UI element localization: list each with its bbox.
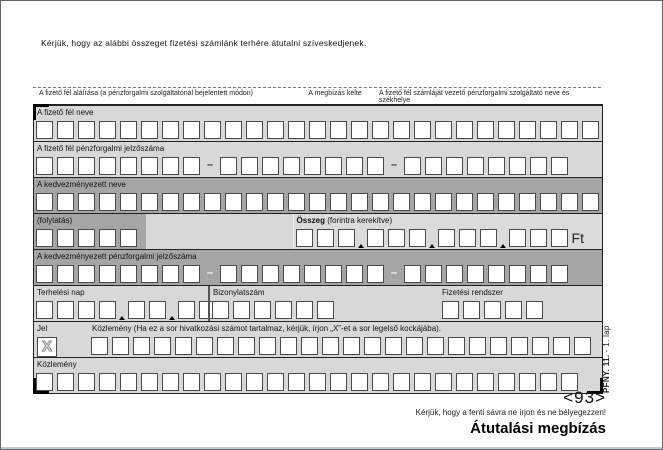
currency-label: Ft <box>571 230 584 246</box>
char-box <box>551 265 568 283</box>
char-box <box>509 229 526 247</box>
crop-mark-bottom-left <box>33 378 49 394</box>
char-box <box>141 265 158 283</box>
char-box <box>36 265 53 283</box>
char-box <box>120 229 137 247</box>
char-box <box>225 121 242 139</box>
window-bottom-edge <box>1 447 662 449</box>
char-box <box>204 193 221 211</box>
beneficiary-name-label: A kedvezményezett neve <box>34 178 602 191</box>
char-box <box>372 193 389 211</box>
voucher-number-panel <box>210 286 440 321</box>
char-box <box>427 337 444 355</box>
char-box <box>519 121 536 139</box>
char-box <box>519 193 536 211</box>
char-box <box>78 301 95 319</box>
payment-system-label: Fizetési rendszer <box>442 288 503 297</box>
char-box <box>99 229 116 247</box>
char-box <box>388 229 405 247</box>
char-box <box>57 301 74 319</box>
char-box <box>141 121 158 139</box>
char-box <box>446 157 463 175</box>
char-box <box>488 265 505 283</box>
char-box <box>288 121 305 139</box>
char-box <box>532 337 549 355</box>
char-box <box>196 337 213 355</box>
char-box <box>99 193 116 211</box>
voucher-number-boxes <box>210 299 440 321</box>
payer-name-boxes <box>34 119 602 141</box>
char-box <box>225 373 242 391</box>
char-box <box>283 265 300 283</box>
char-box <box>259 337 276 355</box>
char-box <box>162 193 179 211</box>
debit-day-panel <box>34 286 208 321</box>
continuation-boxes <box>34 227 146 249</box>
char-box <box>393 121 410 139</box>
char-box <box>530 265 547 283</box>
char-box <box>330 121 347 139</box>
char-box <box>36 229 53 247</box>
char-box <box>480 229 497 247</box>
char-box <box>99 265 116 283</box>
char-box <box>309 121 326 139</box>
char-box <box>582 193 599 211</box>
char-box <box>141 373 158 391</box>
section-payer-account <box>34 141 602 177</box>
char-box <box>404 157 421 175</box>
char-box <box>425 265 442 283</box>
beneficiary-account-label: A kedvezményezett pénzforgalmi jelzőszáma <box>34 250 602 263</box>
char-box <box>217 337 234 355</box>
char-box <box>120 157 137 175</box>
char-box <box>57 121 74 139</box>
char-box <box>162 373 179 391</box>
char-box <box>322 337 339 355</box>
char-box <box>509 265 526 283</box>
char-box <box>551 157 568 175</box>
char-box <box>467 157 484 175</box>
char-box <box>351 193 368 211</box>
group-marker-triangle <box>501 229 505 247</box>
sheet-number: - 1. lap <box>602 325 611 355</box>
char-box <box>120 373 137 391</box>
char-box <box>267 121 284 139</box>
char-box <box>241 265 258 283</box>
group-marker-triangle <box>120 301 124 319</box>
char-box <box>367 157 384 175</box>
group-separator-dash: – <box>390 159 398 171</box>
char-box <box>78 373 95 391</box>
char-box <box>57 373 74 391</box>
char-box <box>409 229 426 247</box>
char-box <box>372 121 389 139</box>
char-box <box>553 337 570 355</box>
char-box <box>275 301 292 319</box>
strip-note: Kérjük, hogy a fenti sávra ne írjon és ne bélyegezzen! <box>415 408 606 417</box>
char-box <box>99 301 116 319</box>
amount-label <box>294 214 602 227</box>
form-number-vertical <box>602 309 611 393</box>
char-box <box>330 193 347 211</box>
bottom-right-block <box>416 389 606 438</box>
char-box <box>99 121 116 139</box>
char-box <box>469 337 486 355</box>
payer-account-label: A fizető fél pénzforgalmi jelzőszáma <box>34 142 602 155</box>
char-box <box>435 121 452 139</box>
char-box <box>57 229 74 247</box>
amount-label-rest: (forintra kerekítve) <box>325 216 393 225</box>
flag-label: Jel <box>37 324 48 333</box>
char-box <box>498 121 515 139</box>
section-beneficiary-account <box>34 249 602 285</box>
char-box <box>233 301 250 319</box>
char-box <box>346 265 363 283</box>
char-box <box>393 193 410 211</box>
section-flag-remittance <box>34 321 602 357</box>
char-box <box>526 301 543 319</box>
amount-row <box>294 227 602 249</box>
char-box <box>183 265 200 283</box>
form-number: PFNY. 11. <box>602 354 611 393</box>
char-box <box>57 265 74 283</box>
continuation-label: (folytatás) <box>34 214 146 227</box>
char-box <box>530 229 547 247</box>
char-box <box>442 301 459 319</box>
remittance-ref-panel <box>89 322 602 357</box>
form-grid <box>33 104 603 394</box>
char-box <box>162 265 179 283</box>
char-box <box>133 337 150 355</box>
char-box <box>241 157 258 175</box>
char-box <box>36 121 53 139</box>
char-box <box>162 121 179 139</box>
continuation-spacer <box>146 214 293 249</box>
char-box <box>36 157 53 175</box>
char-box <box>540 121 557 139</box>
char-box <box>574 337 591 355</box>
char-box <box>367 229 384 247</box>
char-box <box>414 193 431 211</box>
char-box <box>57 157 74 175</box>
payer-bank-label: A fizető fél számláját vezető pénzforgalmi szolgáltató neve és székhelye <box>379 87 601 104</box>
char-box <box>267 373 284 391</box>
char-box <box>309 373 326 391</box>
beneficiary-account-boxes <box>34 263 602 285</box>
char-box <box>36 193 53 211</box>
continuation-panel <box>34 214 146 249</box>
char-box <box>238 337 255 355</box>
voucher-number-label: Bizonylatszám <box>213 288 265 297</box>
group-marker-triangle <box>359 229 363 247</box>
char-box <box>456 121 473 139</box>
char-box <box>283 157 300 175</box>
char-box <box>78 265 95 283</box>
signature-row <box>33 87 601 104</box>
char-box <box>425 157 442 175</box>
char-box <box>364 337 381 355</box>
char-box <box>296 229 313 247</box>
char-box <box>78 229 95 247</box>
char-box <box>446 265 463 283</box>
char-box <box>36 301 53 319</box>
char-box <box>406 337 423 355</box>
char-box <box>78 121 95 139</box>
char-box <box>325 157 342 175</box>
char-box <box>183 121 200 139</box>
char-box <box>57 193 74 211</box>
flag-panel <box>34 322 89 357</box>
section-debit-voucher-system <box>34 285 602 321</box>
group-separator-dash: – <box>206 159 214 171</box>
char-box <box>459 229 476 247</box>
char-box <box>99 373 116 391</box>
flag-x-mark: X <box>41 338 52 355</box>
section-continuation-amount <box>34 213 602 249</box>
debit-day-boxes <box>34 299 208 321</box>
char-box <box>91 337 108 355</box>
char-box <box>456 193 473 211</box>
char-box <box>220 265 237 283</box>
instruction-text: Kérjük, hogy az alábbi összeget fizetési számlánk terhére átutalni szíveskedjenek. <box>41 38 367 48</box>
char-box <box>183 157 200 175</box>
order-date-label: A megbízás kelte <box>293 87 377 104</box>
section-beneficiary-name <box>34 177 602 213</box>
char-box <box>540 193 557 211</box>
section-remittance <box>34 357 602 393</box>
char-box <box>330 373 347 391</box>
char-box <box>262 157 279 175</box>
char-box <box>178 301 195 319</box>
char-box <box>149 301 166 319</box>
char-box <box>141 193 158 211</box>
crop-mark-top-left <box>33 104 49 120</box>
char-box <box>78 193 95 211</box>
char-box <box>267 193 284 211</box>
remittance-label: Közlemény <box>34 358 602 371</box>
char-box <box>254 301 271 319</box>
payment-system-boxes <box>440 299 602 321</box>
char-box <box>435 193 452 211</box>
char-box <box>385 337 402 355</box>
char-box <box>128 301 145 319</box>
char-box <box>404 265 421 283</box>
char-box <box>262 265 279 283</box>
char-box <box>301 337 318 355</box>
char-box <box>393 373 410 391</box>
char-box <box>346 157 363 175</box>
remittance-ref-boxes <box>89 335 602 357</box>
beneficiary-name-boxes <box>34 191 602 213</box>
char-box <box>78 157 95 175</box>
char-box <box>498 193 515 211</box>
char-box <box>288 373 305 391</box>
char-box <box>551 229 568 247</box>
amount-boxes <box>296 229 572 247</box>
char-box <box>317 229 334 247</box>
char-box <box>414 121 431 139</box>
char-box <box>225 193 242 211</box>
char-box <box>561 193 578 211</box>
char-box <box>246 193 263 211</box>
char-box <box>183 373 200 391</box>
char-box <box>220 157 237 175</box>
char-box <box>162 157 179 175</box>
ocr-code: <93> <box>563 388 606 407</box>
char-box <box>120 193 137 211</box>
char-box <box>511 337 528 355</box>
char-box <box>438 229 455 247</box>
char-box <box>120 121 137 139</box>
char-box <box>477 121 494 139</box>
form-title: Átutalási megbízás <box>470 420 606 437</box>
section-payer-name <box>34 105 602 141</box>
char-box <box>309 193 326 211</box>
char-box <box>204 373 221 391</box>
char-box <box>351 373 368 391</box>
char-box <box>99 157 116 175</box>
char-box <box>372 373 389 391</box>
char-box <box>509 157 526 175</box>
char-box <box>561 121 578 139</box>
char-box <box>338 229 355 247</box>
char-box <box>296 301 313 319</box>
debit-day-label: Terhelési nap <box>37 288 85 297</box>
char-box <box>463 301 480 319</box>
char-box <box>183 193 200 211</box>
char-box <box>530 157 547 175</box>
char-box <box>325 265 342 283</box>
amount-label-bold: Összeg <box>296 216 326 225</box>
group-separator-dash: – <box>206 267 214 279</box>
char-box <box>477 193 494 211</box>
char-box <box>505 301 522 319</box>
char-box <box>175 337 192 355</box>
char-box <box>288 193 305 211</box>
char-box <box>204 121 221 139</box>
char-box <box>120 265 137 283</box>
char-box <box>582 121 599 139</box>
char-box <box>304 265 321 283</box>
payment-system-panel <box>440 286 602 321</box>
flag-box-row <box>34 335 89 357</box>
char-box <box>488 157 505 175</box>
payer-account-boxes <box>34 155 602 177</box>
char-box <box>141 157 158 175</box>
group-marker-triangle <box>430 229 434 247</box>
amount-panel <box>293 214 602 249</box>
char-box <box>317 301 334 319</box>
char-box <box>280 337 297 355</box>
payer-name-label: A fizető fél neve <box>34 106 602 119</box>
char-box <box>212 301 229 319</box>
char-box <box>304 157 321 175</box>
char-box <box>448 337 465 355</box>
remittance-ref-label: Közlemény (Ha ez a sor hivatkozási számot tartalmaz, kérjük, írjon „X”-et a sor legelső kockájába). <box>92 324 442 333</box>
char-box <box>112 337 129 355</box>
char-box <box>351 121 368 139</box>
group-marker-triangle <box>170 301 174 319</box>
group-separator-dash: – <box>390 267 398 279</box>
char-box <box>246 121 263 139</box>
char-box <box>246 373 263 391</box>
char-box <box>484 301 501 319</box>
char-box <box>467 265 484 283</box>
char-box <box>367 265 384 283</box>
char-box <box>343 337 360 355</box>
flag-x-box <box>37 337 57 357</box>
char-box <box>154 337 171 355</box>
payer-signature-label: A fizető fél aláírása (a pénzforgalmi szolgáltatónál bejelentett módon) <box>33 87 291 104</box>
char-box <box>490 337 507 355</box>
